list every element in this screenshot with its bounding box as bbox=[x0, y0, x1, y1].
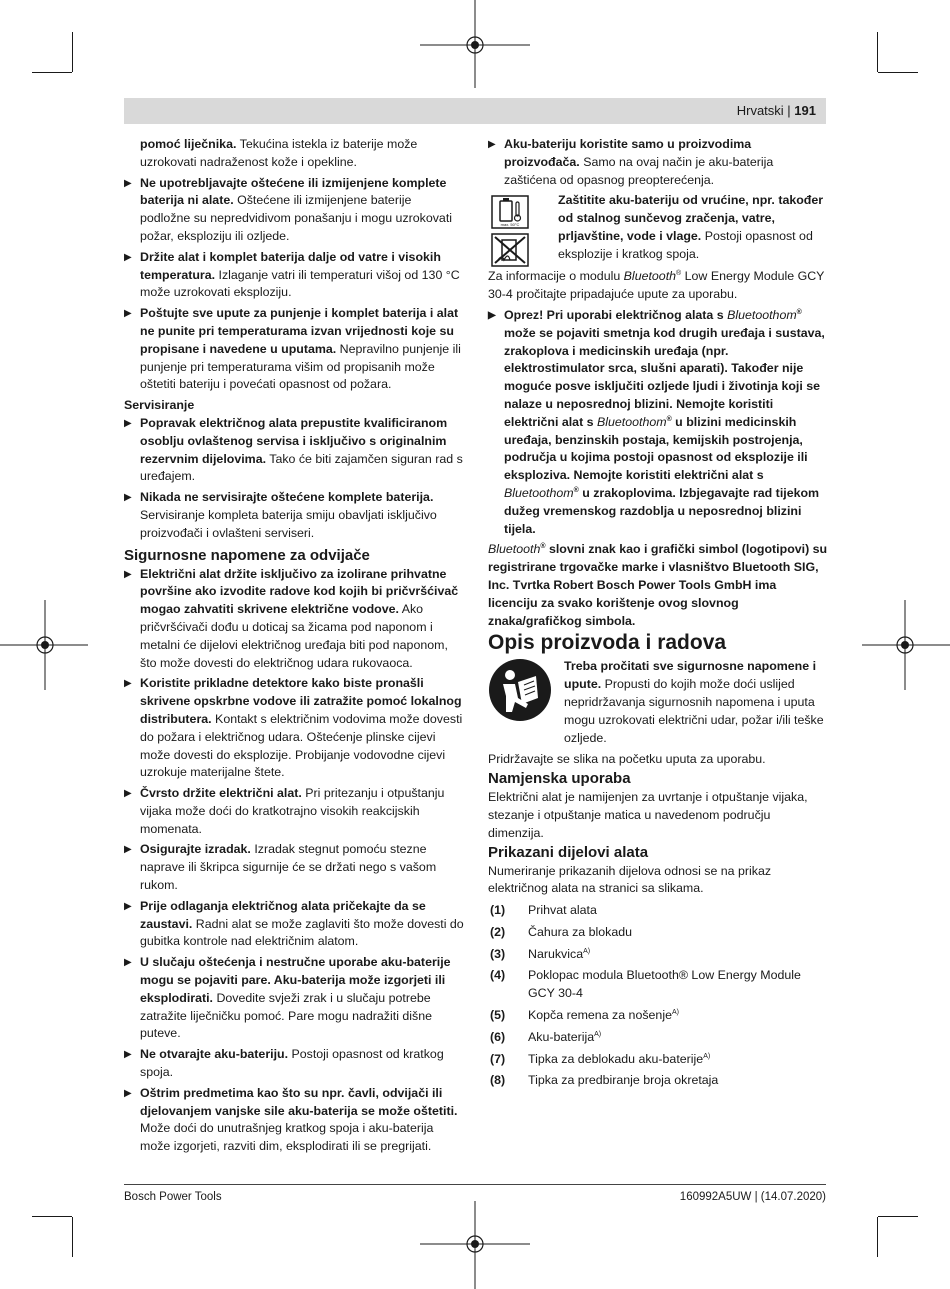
part-number: (1) bbox=[490, 903, 506, 918]
crop-mark bbox=[72, 32, 73, 72]
registration-mark-top bbox=[420, 0, 530, 90]
trademark-text: slovni znak kao i grafički simbol (logotipovi) su registrirane trgovačke marke i vlasništvo Bluetooth SIG, Inc. Tvrtka Robert Bosch Power Tools GmbH ima licenciju za svako korištenje ovog slovnog znaka/grafičkog simbola. bbox=[488, 542, 828, 628]
caution-brand: Bluetoothom bbox=[504, 485, 574, 500]
list-item bbox=[488, 967, 828, 1003]
item-bold: Aku-bateriju koristite samo u proizvodima proizvođača. bbox=[504, 137, 752, 169]
list-item bbox=[488, 136, 828, 189]
trademark-note bbox=[488, 541, 828, 630]
parts-intro: Numeriranje prikazanih dijelova odnosi se na prikaz električnog alata na stranici sa slikama. bbox=[488, 863, 772, 896]
caution-text: u blizini medicinskih uređaja, benzinskih postaja, kemijskih postrojenja, područja u kojima postoji opasnost od eksplozije ili eksploziva. Nemojte koristiti električni alat s bbox=[504, 414, 808, 483]
item-text: Radni alat se može zaglaviti što može dovesti do gubitka kontrole nad električnim alatom. bbox=[140, 916, 464, 949]
list-item bbox=[488, 1007, 828, 1025]
part-label: Kopča remena za nošenje bbox=[528, 1008, 672, 1023]
item-bold: Oštrim predmetima kao što su npr. čavli, odvijači ili djelovanjem vanjske sile aku-baterija se može oštetiti. bbox=[140, 1085, 458, 1118]
list-item bbox=[488, 1072, 828, 1090]
crop-mark bbox=[877, 1217, 878, 1257]
item-text: Servisiranje kompleta baterija smiju obavljati isključivo proizvođači i ovlašteni serviseri. bbox=[140, 507, 437, 540]
item-text: Može doći do unutrašnjeg kratkog spoja i aku-baterija može izgorjeti, razviti dim, eksplodirati ili se pregrijati. bbox=[140, 1121, 434, 1154]
part-label: Poklopac modula Bluetooth® Low Energy Module GCY 30-4 bbox=[528, 968, 801, 1001]
servicing-heading: Servisiranje bbox=[124, 398, 195, 413]
bullet-arrow-icon: ▶ bbox=[124, 844, 132, 856]
caution-item bbox=[488, 307, 828, 538]
screwdriver-safety-heading: Sigurnosne napomene za odvijače bbox=[124, 546, 370, 564]
registered-mark: ® bbox=[676, 270, 682, 278]
item-text: Kontakt s električnim vodovima može dovesti do požara i električnog udara. Oštećenje plinske cijevi može dovesti do eksplozije. Probijanje vodovodne cijevi uzrokuje materijalne štete. bbox=[140, 711, 463, 780]
list-item bbox=[488, 1029, 828, 1047]
part-label: Narukvica bbox=[528, 946, 584, 961]
list-item bbox=[124, 954, 464, 1043]
crop-mark bbox=[878, 1216, 918, 1217]
bullet-arrow-icon: ▶ bbox=[124, 417, 132, 429]
registered-mark: ® bbox=[573, 486, 579, 494]
item-bold: Nikada ne servisirajte oštećene komplete baterija. bbox=[140, 490, 434, 505]
heat-warning-block bbox=[488, 192, 828, 264]
bullet-arrow-icon: ▶ bbox=[124, 1049, 132, 1061]
read-manual-text: Propusti do kojih može doći uslijed nepridržavanja sigurnosnih napomena i uputa mogu uzrokovati električni udar, požar i/ili teške ozljede. bbox=[564, 677, 824, 745]
part-number: (3) bbox=[490, 946, 506, 961]
module-info-brand: Bluetooth bbox=[623, 269, 677, 284]
page-header bbox=[124, 98, 826, 124]
bullet-arrow-icon: ▶ bbox=[488, 309, 496, 321]
part-label: Tipka za deblokadu aku-baterije bbox=[528, 1051, 704, 1066]
item-bold: Popravak električnog alata prepustite kvalificiranom osoblju ovlaštenog servisa i isključivo s originalnim rezervnim dijelovima. bbox=[140, 415, 448, 466]
crop-mark bbox=[877, 32, 878, 72]
item-bold: Električni alat držite isključivo za izolirane prihvatne površine ako izvodite radove kod kojih bi pričvršćivač mogao zahvatiti skrivene električne vodove. bbox=[140, 566, 459, 617]
part-footnote: A) bbox=[671, 1008, 679, 1016]
registered-mark: ® bbox=[540, 543, 546, 551]
caution-brand: Bluetoothom bbox=[596, 414, 667, 429]
part-number: (5) bbox=[490, 1008, 506, 1023]
bullet-arrow-icon: ▶ bbox=[124, 251, 132, 263]
item-bold: Koristite prikladne detektore kako biste pronašli skrivene opskrbne vodove ili zatražite pomoć lokalnog distributera. bbox=[140, 676, 462, 726]
part-number: (7) bbox=[490, 1051, 506, 1066]
item-bold: Osigurajte izradak. bbox=[140, 842, 251, 857]
intended-use-heading: Namjenska uporaba bbox=[488, 770, 631, 788]
list-item bbox=[124, 249, 464, 302]
item-text: Pri pritezanju i otpuštanju vijaka može doći do kratkotrajno visokih reakcijskih momenata. bbox=[140, 786, 445, 836]
heat-warning-text: Postoji opasnost od eksplozije i kratkog spoja. bbox=[558, 228, 813, 261]
list-item bbox=[124, 841, 464, 894]
part-footnote: A) bbox=[583, 947, 591, 955]
crop-mark bbox=[32, 1216, 72, 1217]
part-footnote: A) bbox=[594, 1030, 602, 1038]
caution-text: može se pojaviti smetnja kod drugih uređaja i sustava, zrakoplova i medicinskih uređaja (npr. elektrostimulator srca, slušni aparati). Također nije moguće posve isključiti ozljede ljudi i životinja koji se nalaze u neposrednoj blizini. Nemojte koristiti električni alat s bbox=[504, 325, 825, 429]
registration-mark-left bbox=[0, 600, 90, 690]
part-number: (8) bbox=[490, 1073, 506, 1088]
list-item bbox=[488, 946, 828, 964]
part-number: (6) bbox=[490, 1029, 506, 1044]
read-manual-bold: Treba pročitati sve sigurnosne napomene i upute. bbox=[564, 659, 817, 692]
part-number: (2) bbox=[490, 924, 506, 939]
list-item bbox=[124, 1046, 464, 1082]
crop-mark bbox=[32, 72, 72, 73]
item-text: Nepravilno punjenje ili punjenje pri temperaturama višim od propisanih može oštetiti bateriju i povećati opasnost od požara. bbox=[140, 341, 461, 392]
item-text: Izlaganje vatri ili temperaturi višoj od 130 °C može uzrokovati eksploziju. bbox=[140, 267, 460, 300]
no-fire-water-icon bbox=[492, 234, 528, 266]
part-label: Tipka za predbiranje broja okretaja bbox=[528, 1073, 719, 1088]
svg-text:max. 50°C: max. 50°C bbox=[500, 222, 520, 228]
continued-text: Tekućina istekla iz baterije može uzrokovati nadraženost kože i opekline. bbox=[140, 137, 418, 169]
caution-brand: Bluetoothom bbox=[727, 307, 797, 322]
continued-bold: pomoć liječnika. bbox=[140, 137, 237, 151]
registration-mark-bottom bbox=[420, 1199, 530, 1289]
page-number: 191 bbox=[794, 103, 816, 118]
part-label: Čahura za blokadu bbox=[528, 924, 633, 939]
list-item bbox=[124, 415, 464, 486]
product-description-heading: Opis proizvoda i radova bbox=[488, 631, 727, 655]
list-item bbox=[124, 1085, 464, 1156]
caution-text: Oprez! Pri uporabi električnog alata s bbox=[504, 307, 728, 322]
part-label: Prihvat alata bbox=[528, 903, 597, 918]
footer-left: Bosch Power Tools bbox=[124, 1191, 222, 1203]
item-text: Ako pričvršćivači dođu u doticaj sa žicama pod naponom i metalni će dijelovi električnog uređaja biti pod naponom, što može dovesti do električnog udara rukovaoca. bbox=[140, 602, 448, 670]
item-bold: U slučaju oštećenja i nestručne uporabe aku-baterije mogu se pojaviti pare. Aku-baterija može izgorjeti ili eksplodirati. bbox=[140, 955, 451, 1005]
list-item bbox=[124, 305, 464, 394]
footer-divider bbox=[124, 1184, 826, 1185]
module-info-pre: Za informacije o modulu bbox=[488, 269, 624, 284]
battery-temperature-icon bbox=[492, 196, 528, 228]
list-item bbox=[124, 785, 464, 838]
bullet-arrow-icon: ▶ bbox=[124, 1087, 132, 1099]
read-manual-icon bbox=[488, 658, 552, 722]
list-item bbox=[488, 902, 828, 920]
continued-item bbox=[124, 136, 464, 172]
list-item bbox=[124, 175, 464, 246]
intended-use-text: Električni alat je namijenjen za uvrtanje i otpuštanje vijaka, stezanje i otpuštanje matica u navedenom području dimenzija. bbox=[488, 790, 808, 840]
registered-mark: ® bbox=[666, 415, 672, 423]
item-text: Postoji opasnost od kratkog spoja. bbox=[140, 1047, 444, 1080]
item-bold: Poštujte sve upute za punjenje i komplet baterija i alat ne punite pri temperaturama izvan vrijednosti koje su propisane i navedene u uputama. bbox=[140, 306, 459, 356]
item-bold: Prije odlaganja električnog alata pričekajte da se zaustavi. bbox=[140, 898, 426, 931]
bullet-arrow-icon: ▶ bbox=[488, 139, 496, 150]
read-manual-block bbox=[488, 658, 828, 747]
list-item bbox=[488, 1051, 828, 1069]
bullet-arrow-icon: ▶ bbox=[124, 957, 132, 969]
list-item bbox=[124, 898, 464, 951]
item-text: Izradak stegnut pomoću stezne naprave ili škripca sigurnije će se držati nego s vašom rukom. bbox=[140, 842, 437, 893]
part-label: Aku-baterija bbox=[528, 1029, 595, 1044]
item-text: Samo na ovaj način je aku-baterija zaštićena od opasnog preopterećenja. bbox=[504, 154, 774, 187]
item-text: Dovedite svježi zrak i u slučaju potrebe zatražite liječničku pomoć. Pare mogu nadražiti dišne puteve. bbox=[140, 990, 433, 1041]
item-bold: Ne upotrebljavajte oštećene ili izmijenjene komplete baterija ni alate. bbox=[140, 175, 447, 208]
crop-mark bbox=[878, 72, 918, 73]
item-text: Tako će biti zajamčen siguran rad s uređajem. bbox=[140, 451, 463, 484]
crop-mark bbox=[72, 1217, 73, 1257]
right-column bbox=[488, 136, 828, 1094]
list-item bbox=[124, 489, 464, 542]
bullet-arrow-icon: ▶ bbox=[124, 308, 132, 320]
registered-mark: ® bbox=[796, 308, 802, 316]
bullet-arrow-icon: ▶ bbox=[124, 788, 132, 800]
footer-right: 160992A5UW | (14.07.2020) bbox=[679, 1191, 826, 1203]
header-language: Hrvatski bbox=[736, 103, 784, 118]
heat-warning-bold: Zaštitite aku-bateriju od vrućine, npr. također od stalnog sunčevog zračenja, vatre, prljavštine, vode i vlage. bbox=[558, 193, 824, 243]
bullet-arrow-icon: ▶ bbox=[124, 678, 132, 690]
registration-mark-right bbox=[860, 600, 950, 690]
item-text: Oštećene ili izmijenjene baterije podložne su nepredvidivom ponašanju i mogu uzrokovati požar, eksploziju ili ozljede. bbox=[140, 193, 453, 243]
battery-heat-icons bbox=[490, 194, 530, 268]
bullet-arrow-icon: ▶ bbox=[124, 177, 132, 189]
bullet-arrow-icon: ▶ bbox=[124, 900, 132, 912]
item-bold: Čvrsto držite električni alat. bbox=[140, 786, 302, 801]
trademark-brand: Bluetooth bbox=[488, 542, 541, 557]
item-bold: Ne otvarajte aku-bateriju. bbox=[140, 1047, 289, 1062]
figures-note: Pridržavajte se slika na početku uputa za uporabu. bbox=[488, 752, 766, 767]
list-item bbox=[124, 675, 464, 782]
caution-text: u zrakoplovima. Izbjegavajte rad tijekom dužeg vremenskog razdoblja u neposrednoj blizini tijela. bbox=[504, 485, 820, 536]
parts-heading: Prikazani dijelovi alata bbox=[488, 843, 649, 861]
item-bold: Držite alat i komplet baterija dalje od vatre i visokih temperatura. bbox=[140, 249, 441, 282]
part-footnote: A) bbox=[703, 1052, 711, 1060]
module-info bbox=[488, 268, 828, 304]
list-item bbox=[488, 924, 828, 942]
left-column bbox=[124, 136, 464, 1159]
bullet-arrow-icon: ▶ bbox=[124, 492, 132, 504]
part-number: (4) bbox=[490, 968, 506, 983]
header-text: Hrvatski | 191 bbox=[736, 103, 816, 118]
module-info-post: Low Energy Module GCY 30-4 pročitajte pripadajuće upute za uporabu. bbox=[488, 269, 825, 302]
list-item bbox=[124, 566, 464, 673]
bullet-arrow-icon: ▶ bbox=[124, 568, 132, 580]
